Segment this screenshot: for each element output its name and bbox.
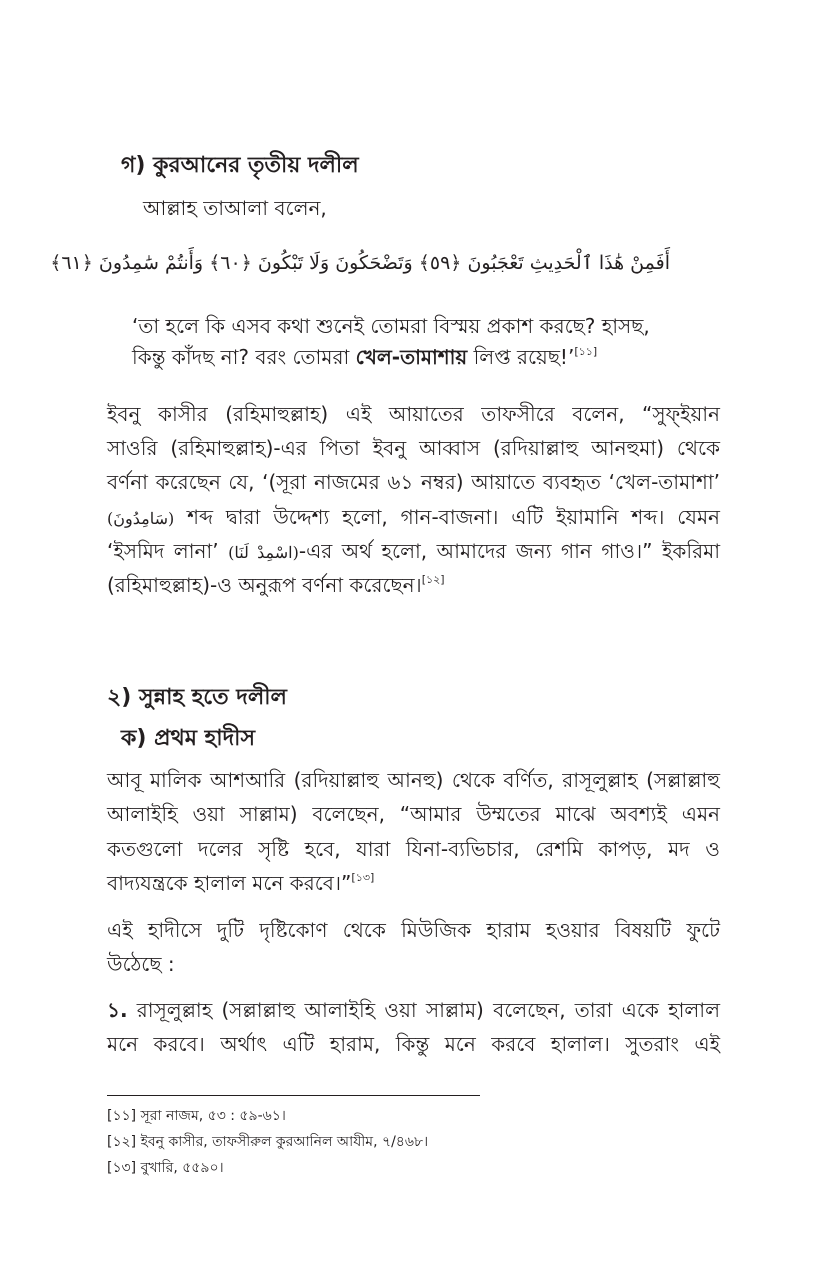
- tafsir-line-4: [107, 505, 720, 531]
- hadith-text: বাদ্যযন্ত্রকে হালাল মনে করবে।”: [107, 871, 352, 895]
- tafsir-line-5: [107, 539, 720, 565]
- tafsir-text: ‘ইসমিদ লানা’: [107, 539, 229, 563]
- point-intro-line-1: এই হাদীসে দুটি দৃষ্টিকোণ থেকে মিউজিক হারাম হওয়ার বিষয়টি ফুটে: [107, 918, 720, 942]
- translation-text: কিন্তু কাঁদছ না? বরং তোমরা: [132, 345, 356, 369]
- footnote-11: [107, 1104, 286, 1128]
- footnote-text: সূরা নাজম, ৫৩ : ৫৯-৬১।: [136, 1108, 286, 1124]
- hadith-line-2: আলাইহি ওয়া সাল্লাম) বলেছেন, “আমার উম্মতের মাঝে অবশ্যই এমন: [107, 802, 720, 826]
- tafsir-line-3: বর্ণনা করেছেন যে, ‘(সূরা নাজমের ৬১ নম্বর) আয়াতে ব্যবহৃত ‘খেল-তামাশা’: [107, 470, 720, 494]
- footnote-ref-12[interactable]: [১২]: [421, 573, 445, 586]
- footnote-13: [107, 1156, 224, 1180]
- footnote-mark: [১১]: [107, 1108, 137, 1124]
- hadith-line-1: আবূ মালিক আশআরি (রদিয়াল্লাহু আনহু) থেকে বর্ণিত, রাসূলুল্লাহ (সল্লাল্লাহু: [107, 768, 720, 792]
- footnote-text: বুখারি, ৫৫৯০।: [136, 1160, 224, 1176]
- footnote-text: ইবনু কাসীর, তাফসীরুল কুরআনিল আযীম, ৭/৪৬৮।: [136, 1134, 429, 1150]
- arabic-word-samidun: (سَامِدُونَ): [107, 509, 175, 528]
- translation-text-end: লিপ্ত রয়েছ!’: [467, 345, 575, 369]
- translation-line-1: ‘তা হলে কি এসব কথা শুনেই তোমরা বিস্ময় প্রকাশ করছে? হাসছ,: [132, 314, 650, 338]
- point-1-line-1: [107, 998, 720, 1022]
- heading-first-hadith: ক) প্রথম হাদীস: [121, 726, 255, 751]
- hadith-line-4: [107, 871, 720, 895]
- footnote-12: [107, 1130, 428, 1154]
- tafsir-text: -এর অর্থ হলো, আমাদের জন্য গান গাও।” ইকরিমা: [298, 539, 720, 563]
- footnote-ref-11[interactable]: [১১]: [574, 345, 598, 358]
- translation-line-2: [132, 345, 597, 369]
- hadith-line-3: কতগুলো দলের সৃষ্টি হবে, যারা যিনা-ব্যভিচার, রেশমি কাপড়, মদ ও: [107, 837, 720, 861]
- footnote-mark: [১২]: [107, 1134, 137, 1150]
- point-1-line-2: মনে করবে। অর্থাৎ এটি হারাম, কিন্তু মনে করবে হালাল। সুতরাং এই: [107, 1032, 720, 1056]
- footnote-mark: [১৩]: [107, 1160, 137, 1176]
- tafsir-line-2: সাওরি (রহিমাহুল্লাহ)-এর পিতা ইবনু আব্বাস (রদিয়াল্লাহু আনহুমা) থেকে: [107, 436, 720, 460]
- heading-quran-third-evidence: গ) কুরআনের তৃতীয় দলীল: [121, 153, 359, 178]
- tafsir-text: (রহিমাহুল্লাহ)-ও অনুরূপ বর্ণনা করেছেন।: [107, 573, 422, 597]
- footnote-divider: [107, 1095, 480, 1096]
- footnote-ref-13[interactable]: [১৩]: [351, 871, 375, 884]
- translation-bold-term: খেল-তামাশায়: [355, 345, 468, 369]
- arabic-verse: أَفَمِنْ هَٰذَا ٱلْحَدِيثِ تَعْجَبُونَ ﴿٥٩﴾ وَتَضْحَكُونَ وَلَا تَبْكُونَ ﴿٦٠﴾ وَأَنتُمْ سَٰمِدُونَ ﴿٦١﴾: [50, 252, 670, 274]
- point-1-text: রাসূলুল্লাহ (সল্লাল্লাহু আলাইহি ওয়া সাল্লাম) বলেছেন, তারা একে হালাল: [127, 998, 720, 1022]
- arabic-word-ismid-lana: (اسْمِدْ لَنَا): [228, 543, 299, 562]
- point-intro-line-2: উঠেছে :: [107, 952, 175, 976]
- tafsir-text: শব্দ দ্বারা উদ্দেশ্য হলো, গান-বাজনা। এটি ইয়ামানি শব্দ। যেমন: [174, 505, 720, 529]
- tafsir-line-6: [107, 573, 720, 597]
- point-number: ১.: [107, 998, 128, 1022]
- allah-says-text: আল্লাহ তাআলা বলেন,: [143, 196, 327, 220]
- heading-sunnah-evidence: ২) সুন্নাহ হতে দলীল: [107, 685, 287, 710]
- tafsir-line-1: ইবনু কাসীর (রহিমাহুল্লাহ) এই আয়াতের তাফসীরে বলেন, “সুফ্ইয়ান: [107, 402, 720, 426]
